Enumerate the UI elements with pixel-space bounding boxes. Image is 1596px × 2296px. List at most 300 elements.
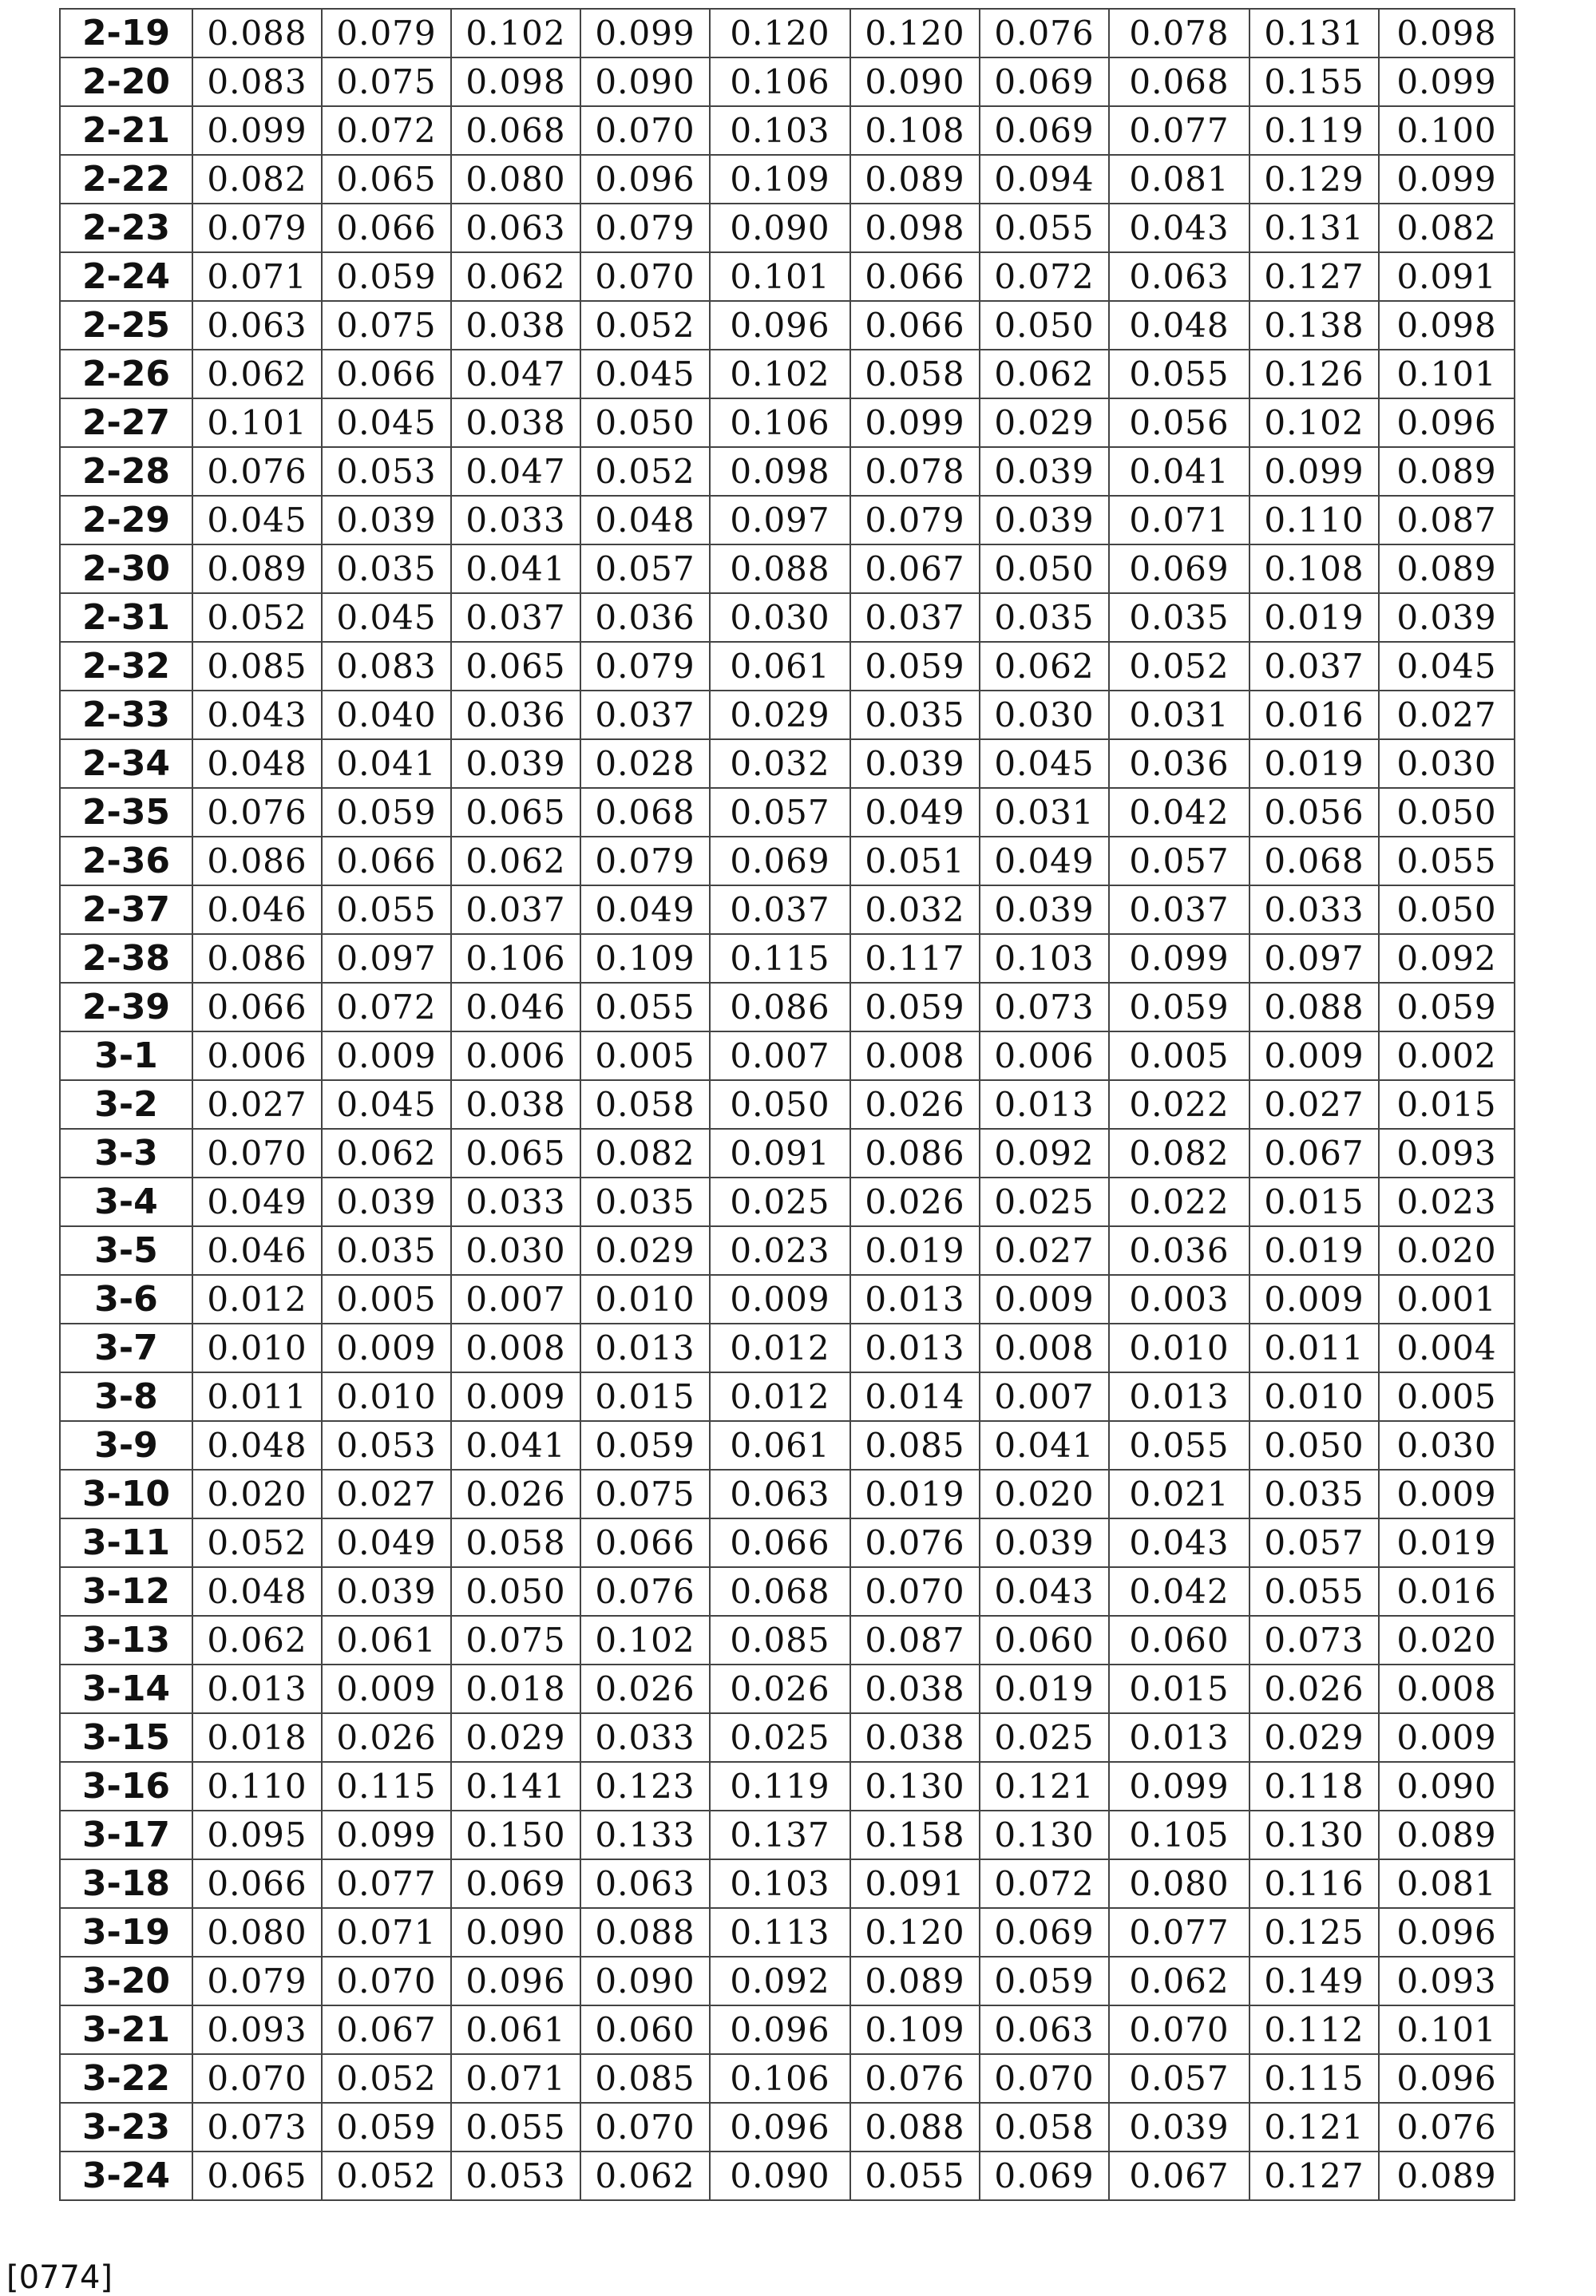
- value-cell: 0.137: [710, 1811, 850, 1859]
- value-cell: 0.073: [192, 2103, 322, 2152]
- value-cell: 0.090: [710, 2152, 850, 2200]
- value-cell: 0.008: [980, 1324, 1109, 1372]
- value-cell: 0.066: [322, 350, 451, 398]
- value-cell: 0.079: [192, 1957, 322, 2005]
- table-row: [60, 837, 1515, 885]
- row-id-cell: 2-37: [60, 885, 192, 934]
- value-cell: 0.010: [322, 1372, 451, 1421]
- value-cell: 0.057: [1109, 837, 1249, 885]
- value-cell: 0.068: [451, 106, 580, 155]
- value-cell: 0.070: [580, 2103, 710, 2152]
- value-cell: 0.070: [192, 2054, 322, 2103]
- value-cell: 0.037: [451, 593, 580, 642]
- value-cell: 0.069: [710, 837, 850, 885]
- value-cell: 0.098: [850, 204, 980, 252]
- table-row: [60, 155, 1515, 204]
- value-cell: 0.063: [1109, 252, 1249, 301]
- value-cell: 0.072: [980, 1859, 1109, 1908]
- row-id-cell: 3-1: [60, 1031, 192, 1080]
- value-cell: 0.006: [192, 1031, 322, 1080]
- value-cell: 0.141: [451, 1762, 580, 1811]
- value-cell: 0.043: [980, 1567, 1109, 1616]
- table-row: [60, 544, 1515, 593]
- value-cell: 0.053: [322, 447, 451, 496]
- value-cell: 0.060: [1109, 1616, 1249, 1665]
- value-cell: 0.079: [580, 837, 710, 885]
- value-cell: 0.062: [451, 837, 580, 885]
- value-cell: 0.069: [980, 1908, 1109, 1957]
- value-cell: 0.050: [451, 1567, 580, 1616]
- value-cell: 0.046: [192, 885, 322, 934]
- row-id-cell: 2-25: [60, 301, 192, 350]
- row-id-cell: 2-23: [60, 204, 192, 252]
- value-cell: 0.098: [451, 57, 580, 106]
- value-cell: 0.072: [322, 983, 451, 1031]
- value-cell: 0.063: [451, 204, 580, 252]
- value-cell: 0.088: [192, 9, 322, 57]
- value-cell: 0.013: [580, 1324, 710, 1372]
- value-cell: 0.040: [322, 691, 451, 739]
- value-cell: 0.050: [580, 398, 710, 447]
- value-cell: 0.099: [1249, 447, 1379, 496]
- value-cell: 0.025: [980, 1713, 1109, 1762]
- row-id-cell: 2-31: [60, 593, 192, 642]
- value-cell: 0.082: [1109, 1129, 1249, 1178]
- value-cell: 0.036: [580, 593, 710, 642]
- value-cell: 0.102: [451, 9, 580, 57]
- value-cell: 0.085: [850, 1421, 980, 1470]
- value-cell: 0.050: [710, 1080, 850, 1129]
- value-cell: 0.090: [850, 57, 980, 106]
- row-id-cell: 2-19: [60, 9, 192, 57]
- value-cell: 0.058: [451, 1518, 580, 1567]
- value-cell: 0.008: [451, 1324, 580, 1372]
- table-row: [60, 1372, 1515, 1421]
- value-cell: 0.048: [1109, 301, 1249, 350]
- value-cell: 0.094: [980, 155, 1109, 204]
- value-cell: 0.091: [1379, 252, 1515, 301]
- table-row: [60, 934, 1515, 983]
- value-cell: 0.036: [1109, 739, 1249, 788]
- value-cell: 0.130: [980, 1811, 1109, 1859]
- value-cell: 0.097: [322, 934, 451, 983]
- value-cell: 0.076: [580, 1567, 710, 1616]
- value-cell: 0.095: [192, 1811, 322, 1859]
- value-cell: 0.059: [850, 642, 980, 691]
- value-cell: 0.039: [980, 496, 1109, 544]
- value-cell: 0.120: [850, 1908, 980, 1957]
- value-cell: 0.051: [850, 837, 980, 885]
- value-cell: 0.099: [1379, 57, 1515, 106]
- value-cell: 0.098: [1379, 9, 1515, 57]
- value-cell: 0.072: [322, 106, 451, 155]
- value-cell: 0.026: [710, 1665, 850, 1713]
- value-cell: 0.047: [451, 447, 580, 496]
- value-cell: 0.105: [1109, 1811, 1249, 1859]
- table-row: [60, 1616, 1515, 1665]
- table-row: [60, 9, 1515, 57]
- value-cell: 0.090: [1379, 1762, 1515, 1811]
- value-cell: 0.015: [1379, 1080, 1515, 1129]
- row-id-cell: 2-21: [60, 106, 192, 155]
- value-cell: 0.108: [1249, 544, 1379, 593]
- value-cell: 0.099: [1109, 934, 1249, 983]
- value-cell: 0.097: [710, 496, 850, 544]
- value-cell: 0.088: [710, 544, 850, 593]
- table-row: [60, 739, 1515, 788]
- value-cell: 0.035: [980, 593, 1109, 642]
- row-id-cell: 3-4: [60, 1178, 192, 1226]
- value-cell: 0.021: [1109, 1470, 1249, 1518]
- value-cell: 0.052: [322, 2054, 451, 2103]
- value-cell: 0.042: [1109, 788, 1249, 837]
- value-cell: 0.019: [1249, 739, 1379, 788]
- value-cell: 0.158: [850, 1811, 980, 1859]
- value-cell: 0.131: [1249, 9, 1379, 57]
- value-cell: 0.092: [710, 1957, 850, 2005]
- value-cell: 0.045: [1379, 642, 1515, 691]
- row-id-cell: 2-22: [60, 155, 192, 204]
- row-id-cell: 3-20: [60, 1957, 192, 2005]
- value-cell: 0.013: [192, 1665, 322, 1713]
- value-cell: 0.008: [1379, 1665, 1515, 1713]
- value-cell: 0.013: [980, 1080, 1109, 1129]
- value-cell: 0.076: [850, 2054, 980, 2103]
- value-cell: 0.029: [710, 691, 850, 739]
- value-cell: 0.062: [322, 1129, 451, 1178]
- value-cell: 0.065: [451, 788, 580, 837]
- value-cell: 0.050: [1249, 1421, 1379, 1470]
- value-cell: 0.081: [1109, 155, 1249, 204]
- row-id-cell: 3-3: [60, 1129, 192, 1178]
- value-cell: 0.120: [850, 9, 980, 57]
- value-cell: 0.015: [1249, 1178, 1379, 1226]
- value-cell: 0.110: [192, 1762, 322, 1811]
- value-cell: 0.080: [1109, 1859, 1249, 1908]
- value-cell: 0.032: [850, 885, 980, 934]
- value-cell: 0.069: [451, 1859, 580, 1908]
- row-id-cell: 2-32: [60, 642, 192, 691]
- row-id-cell: 3-10: [60, 1470, 192, 1518]
- value-cell: 0.079: [192, 204, 322, 252]
- value-cell: 0.052: [192, 1518, 322, 1567]
- row-id-cell: 3-17: [60, 1811, 192, 1859]
- value-cell: 0.126: [1249, 350, 1379, 398]
- value-cell: 0.066: [580, 1518, 710, 1567]
- value-cell: 0.085: [580, 2054, 710, 2103]
- value-cell: 0.049: [192, 1178, 322, 1226]
- value-cell: 0.062: [980, 642, 1109, 691]
- value-cell: 0.079: [850, 496, 980, 544]
- value-cell: 0.019: [1249, 1226, 1379, 1275]
- value-cell: 0.007: [451, 1275, 580, 1324]
- value-cell: 0.056: [1109, 398, 1249, 447]
- table-row: [60, 106, 1515, 155]
- value-cell: 0.035: [1109, 593, 1249, 642]
- value-cell: 0.013: [850, 1275, 980, 1324]
- value-cell: 0.121: [980, 1762, 1109, 1811]
- value-cell: 0.018: [192, 1713, 322, 1762]
- value-cell: 0.019: [850, 1226, 980, 1275]
- value-cell: 0.029: [980, 398, 1109, 447]
- value-cell: 0.039: [1109, 2103, 1249, 2152]
- value-cell: 0.030: [710, 593, 850, 642]
- table-row: [60, 1470, 1515, 1518]
- value-cell: 0.005: [322, 1275, 451, 1324]
- value-cell: 0.130: [1249, 1811, 1379, 1859]
- value-cell: 0.027: [1379, 691, 1515, 739]
- value-cell: 0.028: [580, 739, 710, 788]
- table-row: [60, 350, 1515, 398]
- value-cell: 0.055: [451, 2103, 580, 2152]
- value-cell: 0.059: [322, 788, 451, 837]
- table-row: [60, 1957, 1515, 2005]
- value-cell: 0.097: [1249, 934, 1379, 983]
- value-cell: 0.150: [451, 1811, 580, 1859]
- row-id-cell: 3-22: [60, 2054, 192, 2103]
- value-cell: 0.063: [710, 1470, 850, 1518]
- value-cell: 0.106: [451, 934, 580, 983]
- value-cell: 0.069: [980, 106, 1109, 155]
- value-cell: 0.096: [580, 155, 710, 204]
- value-cell: 0.035: [850, 691, 980, 739]
- value-cell: 0.059: [850, 983, 980, 1031]
- value-cell: 0.071: [1109, 496, 1249, 544]
- value-cell: 0.023: [710, 1226, 850, 1275]
- value-cell: 0.070: [980, 2054, 1109, 2103]
- value-cell: 0.106: [710, 2054, 850, 2103]
- table-row: [60, 204, 1515, 252]
- value-cell: 0.049: [850, 788, 980, 837]
- value-cell: 0.101: [1379, 2005, 1515, 2054]
- value-cell: 0.123: [580, 1762, 710, 1811]
- value-cell: 0.079: [580, 642, 710, 691]
- value-cell: 0.048: [192, 739, 322, 788]
- value-cell: 0.055: [1109, 350, 1249, 398]
- table-row: [60, 398, 1515, 447]
- value-cell: 0.079: [580, 204, 710, 252]
- value-cell: 0.026: [322, 1713, 451, 1762]
- value-cell: 0.077: [1109, 1908, 1249, 1957]
- value-cell: 0.076: [192, 447, 322, 496]
- value-cell: 0.067: [1249, 1129, 1379, 1178]
- value-cell: 0.007: [710, 1031, 850, 1080]
- value-cell: 0.116: [1249, 1859, 1379, 1908]
- table-row: [60, 1031, 1515, 1080]
- row-id-cell: 3-5: [60, 1226, 192, 1275]
- row-id-cell: 2-35: [60, 788, 192, 837]
- value-cell: 0.008: [850, 1031, 980, 1080]
- value-cell: 0.050: [1379, 788, 1515, 837]
- value-cell: 0.096: [1379, 2054, 1515, 2103]
- value-cell: 0.068: [1109, 57, 1249, 106]
- value-cell: 0.045: [322, 593, 451, 642]
- value-cell: 0.020: [192, 1470, 322, 1518]
- value-cell: 0.059: [1109, 983, 1249, 1031]
- value-cell: 0.101: [192, 398, 322, 447]
- value-cell: 0.082: [192, 155, 322, 204]
- value-cell: 0.026: [451, 1470, 580, 1518]
- table-row: [60, 642, 1515, 691]
- value-cell: 0.086: [192, 837, 322, 885]
- value-cell: 0.062: [1109, 1957, 1249, 2005]
- value-cell: 0.083: [322, 642, 451, 691]
- value-cell: 0.099: [1379, 155, 1515, 204]
- value-cell: 0.099: [1109, 1762, 1249, 1811]
- value-cell: 0.076: [1379, 2103, 1515, 2152]
- value-cell: 0.045: [322, 1080, 451, 1129]
- value-cell: 0.075: [322, 57, 451, 106]
- value-cell: 0.089: [1379, 447, 1515, 496]
- value-cell: 0.125: [1249, 1908, 1379, 1957]
- value-cell: 0.096: [1379, 398, 1515, 447]
- table-row: [60, 1226, 1515, 1275]
- value-cell: 0.099: [580, 9, 710, 57]
- value-cell: 0.035: [322, 544, 451, 593]
- value-cell: 0.065: [451, 642, 580, 691]
- value-cell: 0.025: [710, 1178, 850, 1226]
- value-cell: 0.070: [322, 1957, 451, 2005]
- value-cell: 0.115: [322, 1762, 451, 1811]
- value-cell: 0.015: [1109, 1665, 1249, 1713]
- row-id-cell: 3-15: [60, 1713, 192, 1762]
- value-cell: 0.076: [980, 9, 1109, 57]
- value-cell: 0.003: [1109, 1275, 1249, 1324]
- value-cell: 0.056: [1249, 788, 1379, 837]
- value-cell: 0.030: [1379, 1421, 1515, 1470]
- value-cell: 0.067: [850, 544, 980, 593]
- value-cell: 0.127: [1249, 2152, 1379, 2200]
- value-cell: 0.030: [451, 1226, 580, 1275]
- value-cell: 0.109: [580, 934, 710, 983]
- value-cell: 0.052: [192, 593, 322, 642]
- value-cell: 0.023: [1379, 1178, 1515, 1226]
- value-cell: 0.001: [1379, 1275, 1515, 1324]
- value-cell: 0.089: [1379, 544, 1515, 593]
- table-row: [60, 2054, 1515, 2103]
- value-cell: 0.031: [980, 788, 1109, 837]
- value-cell: 0.090: [580, 57, 710, 106]
- value-cell: 0.026: [580, 1665, 710, 1713]
- value-cell: 0.062: [192, 1616, 322, 1665]
- table-row: [60, 1324, 1515, 1372]
- value-cell: 0.089: [850, 1957, 980, 2005]
- value-cell: 0.055: [980, 204, 1109, 252]
- value-cell: 0.109: [850, 2005, 980, 2054]
- value-cell: 0.030: [980, 691, 1109, 739]
- table-body: [60, 9, 1515, 2200]
- table-row: [60, 1567, 1515, 1616]
- value-cell: 0.009: [1379, 1713, 1515, 1762]
- value-cell: 0.091: [850, 1859, 980, 1908]
- value-cell: 0.037: [850, 593, 980, 642]
- value-cell: 0.038: [850, 1713, 980, 1762]
- value-cell: 0.052: [580, 301, 710, 350]
- value-cell: 0.093: [1379, 1129, 1515, 1178]
- value-cell: 0.117: [850, 934, 980, 983]
- value-cell: 0.086: [710, 983, 850, 1031]
- table-row: [60, 1129, 1515, 1178]
- value-cell: 0.087: [1379, 496, 1515, 544]
- value-cell: 0.103: [980, 934, 1109, 983]
- value-cell: 0.039: [980, 1518, 1109, 1567]
- row-id-cell: 3-9: [60, 1421, 192, 1470]
- value-cell: 0.006: [451, 1031, 580, 1080]
- value-cell: 0.103: [710, 106, 850, 155]
- value-cell: 0.119: [710, 1762, 850, 1811]
- value-cell: 0.075: [580, 1470, 710, 1518]
- value-cell: 0.089: [1379, 2152, 1515, 2200]
- table-row: [60, 57, 1515, 106]
- value-cell: 0.102: [1249, 398, 1379, 447]
- value-cell: 0.071: [192, 252, 322, 301]
- value-cell: 0.011: [192, 1372, 322, 1421]
- value-cell: 0.020: [1379, 1226, 1515, 1275]
- row-id-cell: 2-20: [60, 57, 192, 106]
- value-cell: 0.096: [710, 2103, 850, 2152]
- value-cell: 0.070: [850, 1567, 980, 1616]
- row-id-cell: 2-28: [60, 447, 192, 496]
- value-cell: 0.059: [322, 252, 451, 301]
- value-cell: 0.067: [1109, 2152, 1249, 2200]
- value-cell: 0.038: [850, 1665, 980, 1713]
- value-cell: 0.096: [710, 2005, 850, 2054]
- value-cell: 0.059: [322, 2103, 451, 2152]
- table-row: [60, 447, 1515, 496]
- row-id-cell: 2-29: [60, 496, 192, 544]
- value-cell: 0.068: [1249, 837, 1379, 885]
- value-cell: 0.058: [580, 1080, 710, 1129]
- value-cell: 0.016: [1379, 1567, 1515, 1616]
- value-cell: 0.026: [850, 1080, 980, 1129]
- row-id-cell: 3-6: [60, 1275, 192, 1324]
- table-row: [60, 1080, 1515, 1129]
- value-cell: 0.059: [580, 1421, 710, 1470]
- value-cell: 0.059: [980, 1957, 1109, 2005]
- value-cell: 0.061: [322, 1616, 451, 1665]
- value-cell: 0.046: [192, 1226, 322, 1275]
- row-id-cell: 2-33: [60, 691, 192, 739]
- row-id-cell: 3-21: [60, 2005, 192, 2054]
- value-cell: 0.036: [451, 691, 580, 739]
- table-row: [60, 2005, 1515, 2054]
- value-cell: 0.101: [1379, 350, 1515, 398]
- value-cell: 0.027: [322, 1470, 451, 1518]
- table-row: [60, 1859, 1515, 1908]
- value-cell: 0.092: [980, 1129, 1109, 1178]
- value-cell: 0.057: [580, 544, 710, 593]
- value-cell: 0.065: [192, 2152, 322, 2200]
- value-cell: 0.149: [1249, 1957, 1379, 2005]
- row-id-cell: 2-39: [60, 983, 192, 1031]
- value-cell: 0.089: [850, 155, 980, 204]
- value-cell: 0.115: [1249, 2054, 1379, 2103]
- value-cell: 0.082: [580, 1129, 710, 1178]
- table-row: [60, 252, 1515, 301]
- value-cell: 0.112: [1249, 2005, 1379, 2054]
- row-id-cell: 3-8: [60, 1372, 192, 1421]
- value-cell: 0.011: [1249, 1324, 1379, 1372]
- value-cell: 0.066: [850, 301, 980, 350]
- value-cell: 0.019: [850, 1470, 980, 1518]
- value-cell: 0.138: [1249, 301, 1379, 350]
- value-cell: 0.066: [850, 252, 980, 301]
- value-cell: 0.088: [1249, 983, 1379, 1031]
- value-cell: 0.015: [580, 1372, 710, 1421]
- table-row: [60, 885, 1515, 934]
- value-cell: 0.055: [322, 885, 451, 934]
- value-cell: 0.099: [322, 1811, 451, 1859]
